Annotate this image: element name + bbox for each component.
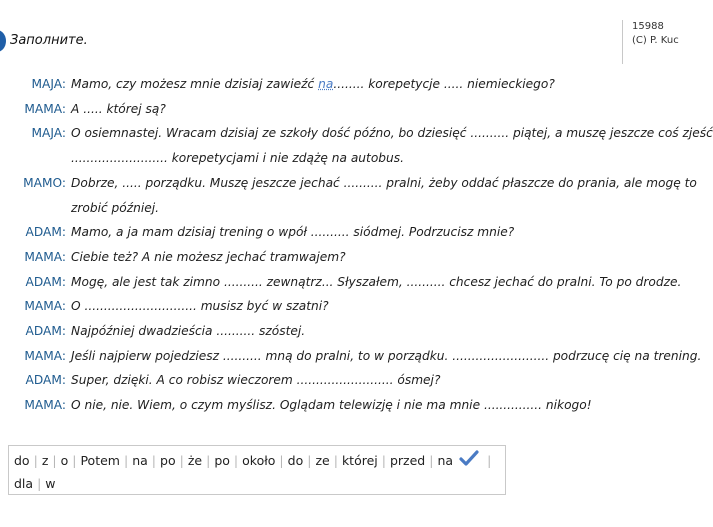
line-text: Jeśli najpierw pojedziesz .......... mną do pralni, to w porządku. ......................... podrzucę cię na trening. [71, 348, 702, 363]
speaker: MAMA: [24, 249, 66, 264]
dialogue-line [0, 121, 713, 146]
word-option-used[interactable]: na [437, 453, 454, 468]
filled-answer[interactable]: na [318, 77, 334, 91]
line-text: A ..... której są? [71, 101, 166, 116]
word-option[interactable]: ze [315, 453, 330, 468]
speaker: MAJA: [31, 77, 66, 91]
line-text: O osiemnastej. Wracam dzisiaj ze szkoły dość późno, bo dziesięć .......... piątej, a muszę jeszcze coś zjeść [71, 126, 713, 141]
line-text: O ............................. musisz być w szatni? [71, 299, 329, 314]
line-text: Super, dzięki. A co robisz wieczorem ......................... ósmej? [71, 373, 441, 388]
speaker: MAMA: [24, 398, 66, 413]
copyright: (C) P. Kuc [632, 35, 679, 46]
exercise-id: 15988 [632, 21, 664, 32]
dialogue-line [0, 294, 713, 319]
line-continuation: ......................... korepetycjami i nie zdążę na autobus. [71, 151, 404, 166]
word-option[interactable]: o [60, 453, 69, 468]
dialogue-line [0, 393, 713, 418]
speaker: MAMA: [24, 299, 66, 314]
word-option[interactable]: w [45, 476, 56, 491]
dialogue-line [0, 220, 713, 245]
word-option[interactable]: przed [389, 453, 426, 468]
word-option[interactable]: której [341, 453, 378, 468]
speaker: ADAM: [25, 274, 66, 289]
check-icon [459, 450, 479, 473]
dialogue-line [0, 344, 713, 369]
word-option[interactable]: Potem [80, 453, 120, 468]
line-text: O nie, nie. Wiem, o czym myślisz. Oglądam telewizję i nie ma mnie ............... nikogo! [71, 398, 592, 413]
dialogue-line [0, 245, 713, 270]
dialogue-line [0, 319, 713, 344]
word-option[interactable]: że [187, 453, 203, 468]
bullet-marker [0, 30, 6, 52]
line-text: Dobrze, ..... porządku. Muszę jeszcze jechać .......... pralni, żeby oddać płaszcze do prania, ale mogę to [71, 175, 697, 190]
speaker: ADAM: [25, 324, 66, 339]
speaker: MAMA: [24, 101, 66, 116]
word-option[interactable]: około [242, 453, 276, 468]
speaker: ADAM: [25, 373, 66, 388]
speaker: MAMO: [23, 175, 66, 190]
dialogue-line [0, 72, 713, 97]
word-option[interactable]: do [287, 453, 304, 468]
word-bank-row: do | z | o | Potem | na | po | że | po | około | do | ze | której | przed | na | [14, 450, 500, 473]
line-text: Mogę, ale jest tak zimno .......... zewnątrz... Słyszałem, .......... chcesz jechać do pralni. To po drodze. [71, 274, 682, 289]
instruction-title: Заполните. [10, 33, 88, 48]
word-option[interactable]: dla [14, 476, 34, 491]
speaker: MAJA: [31, 126, 66, 141]
word-option[interactable]: do [14, 453, 30, 468]
word-option[interactable]: na [132, 453, 148, 468]
word-bank [8, 445, 506, 495]
line-text: Mamo, czy możesz mnie dzisiaj zawieźć na........ korepetycje ..... niemieckiego? [71, 77, 555, 91]
speaker: MAMA: [24, 348, 66, 363]
dialogue-line [0, 368, 713, 393]
word-option[interactable]: po [160, 453, 176, 468]
word-option[interactable]: z [41, 453, 49, 468]
exercise-meta [622, 20, 679, 64]
line-text: Mamo, a ja mam dzisiaj trening o wpół .......... siódmej. Podrzucisz mnie? [71, 225, 515, 240]
line-text: Najpóźniej dwadzieścia .......... szóstej. [71, 324, 306, 339]
speaker: ADAM: [25, 225, 66, 240]
word-option[interactable]: po [214, 453, 230, 468]
line-text: Ciebie też? A nie możesz jechać tramwajem? [71, 249, 346, 264]
word-bank-row: dla | w [14, 476, 56, 491]
dialogue-line [0, 270, 713, 295]
dialogue-line [0, 171, 713, 196]
line-continuation: zrobić później. [71, 200, 160, 215]
dialogue [0, 72, 713, 418]
dialogue-line [0, 97, 713, 122]
